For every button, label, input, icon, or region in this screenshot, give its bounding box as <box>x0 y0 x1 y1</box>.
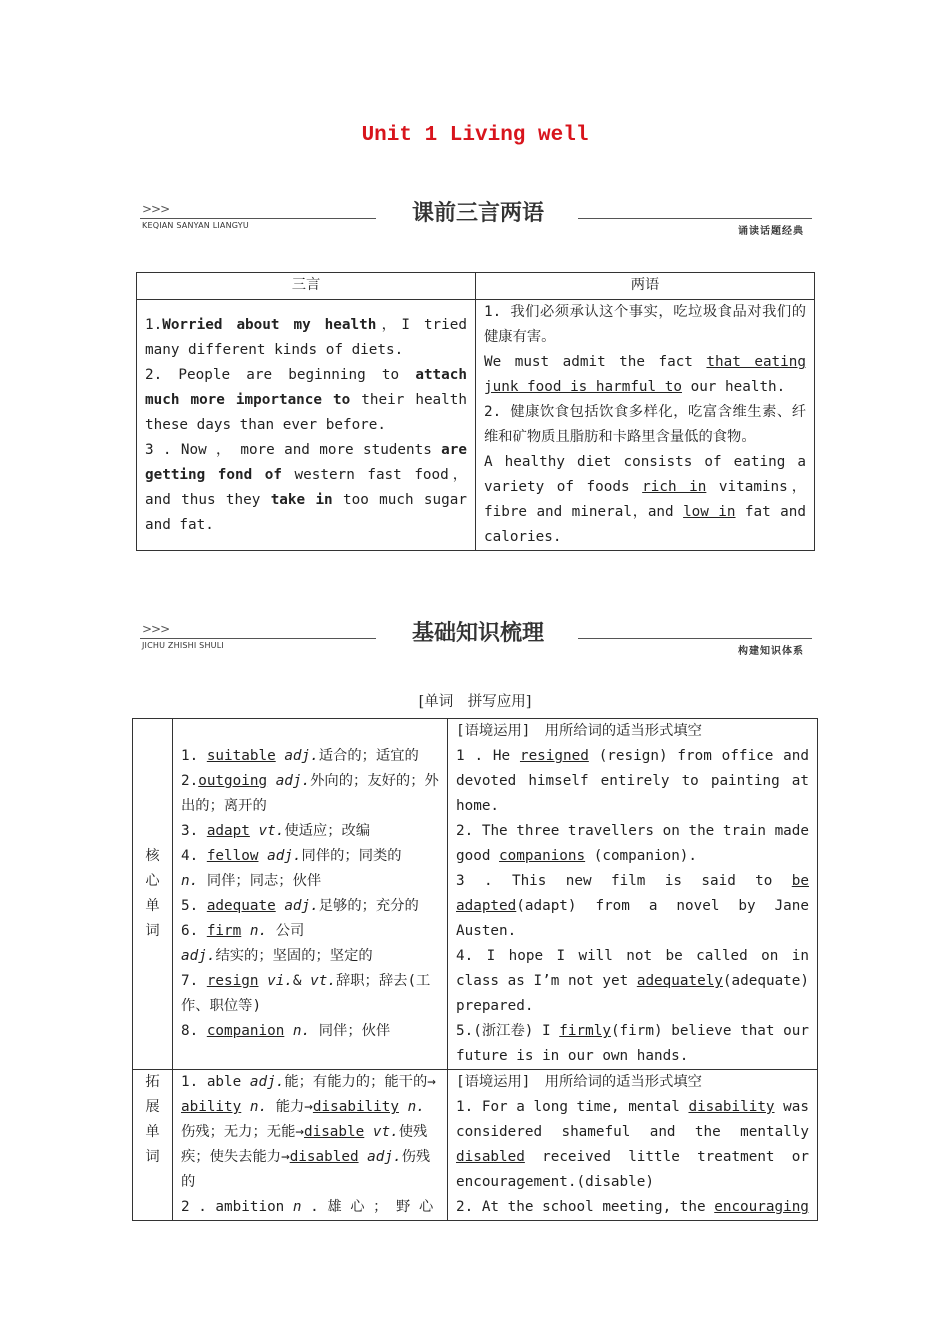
section-banner-keqian <box>140 196 812 237</box>
exercise-heading: [语境运用] 用所给词的适当形式填空 <box>456 723 702 739</box>
section-pinyin: JICHU ZHISHI SHULI <box>142 641 224 650</box>
extended-word-list: 1. able adj.能；有能力的；能干的→ ability n. 能力→disability n.伤残；无力；无能→disable vt.使残疾；使失去能力→disabled adj.伤残的 2 . ambition n . 雄 心 ； 野 心 <box>173 1070 448 1221</box>
section-subtitle: 构建知识体系 <box>738 646 804 657</box>
exercise-heading: [语境运用] 用所给词的适当形式填空 <box>456 1074 702 1090</box>
divider <box>578 218 812 219</box>
column-header-liangyu: 两语 <box>476 273 815 300</box>
vocabulary-table <box>132 718 818 1221</box>
core-word-exercises: [语境运用] 用所给词的适当形式填空 1 . He resigned (resign) from office and devoted himself entirely to painting at home. 2. The three travellers on the train made good companions (companion). 3 . This new film is said to be adapted(adapt) from a novel by Jane Austen. 4. I hope I will not be called on in class as I’m not yet adequately(adequate) prepared. 5.(浙江卷) I firmly(firm) believe that our future is in our own hands. <box>448 719 818 1070</box>
sanyan-cell: 1.Worried about my health，I tried many different kinds of diets. 2. People are beginning to attach much more importance to their health these days than ever before. 3 . Now ， more and more students are getting fond of western fast food，and thus they take in too much sugar and fat. <box>137 300 476 551</box>
section-heading: 基础知识梳理 <box>411 621 544 646</box>
sanyan-liangyu-table <box>136 272 815 551</box>
section-heading: 课前三言两语 <box>411 201 544 226</box>
column-header-sanyan: 三言 <box>137 273 476 300</box>
page-title: Unit 1 Living well <box>361 124 589 147</box>
core-word-list: 1. suitable adj.适合的；适宜的 2.outgoing adj.外向的；友好的；外出的；离开的 3. adapt vt.使适应；改编 4. fellow adj.同伴的；同类的 n. 同伴；同志；伙伴 5. adequate adj.足够的；充分的 6. firm n. 公司 adj.结实的；坚固的；坚定的 7. resign vi.& vt.辞职；辞去(工作、职位等) 8. companion n. 同伴；伙伴 <box>173 719 448 1070</box>
section-banner-jichu <box>140 616 812 657</box>
liangyu-cell: 1. 我们必须承认这个事实，吃垃圾食品对我们的健康有害。 We must admit the fact that eating junk food is harmful to our health. 2. 健康饮食包括饮食多样化，吃富含维生素、纤维和矿物质且脂肪和卡路里含量低的食物。 A healthy diet consists of eating a variety of foods rich in vitamins，fibre and mineral，and low in fat and calories. <box>476 300 815 551</box>
section-subtitle: 诵读话题经典 <box>738 226 804 237</box>
section-pinyin: KEQIAN SANYAN LIANGYU <box>142 221 249 230</box>
category-extended-words: 拓展单词 <box>133 1070 173 1221</box>
extended-word-exercises: [语境运用] 用所给词的适当形式填空 1. For a long time, mental disability was considered shameful and the mentally disabled received little treatment or encouragement.(disable) 2. At the school meeting, the encouraging <box>448 1070 818 1221</box>
divider <box>578 638 812 639</box>
arrows-icon: >>> <box>142 622 170 636</box>
section-caption: [单词 拼写应用] <box>418 694 532 710</box>
category-core-words: 核心单词 <box>133 719 173 1070</box>
divider <box>140 218 376 219</box>
divider <box>140 638 376 639</box>
arrows-icon: >>> <box>142 202 170 216</box>
